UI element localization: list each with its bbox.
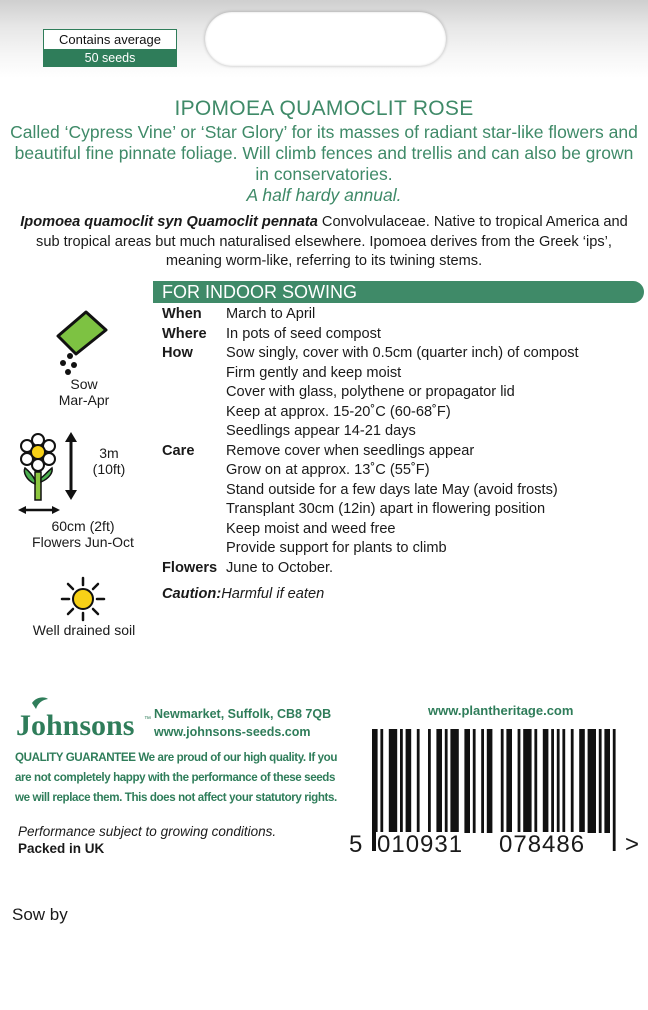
botanical-description xyxy=(10,213,638,272)
barcode-bar xyxy=(464,729,470,833)
caution-note xyxy=(162,586,324,602)
barcode-bar xyxy=(557,729,560,833)
instruction-row xyxy=(162,305,642,325)
product-title: IPOMOEA QUAMOCLIT ROSE xyxy=(174,97,474,120)
sow-label: Sow xyxy=(70,376,98,392)
barcode-bar xyxy=(481,729,484,833)
johnsons-website: www.johnsons-seeds.com xyxy=(154,725,311,739)
instruction-value: Stand outside for a few days late May (avoid frosts) xyxy=(226,481,558,498)
instruction-value: Seedlings appear 14-21 days xyxy=(226,423,416,439)
barcode-bar xyxy=(518,729,521,833)
instruction-key xyxy=(162,520,226,540)
packet-window xyxy=(205,12,446,66)
instruction-row xyxy=(162,559,642,579)
barcode-bar xyxy=(450,729,458,833)
instruction-value: Transplant 30cm (12in) apart in flowering position xyxy=(226,501,546,517)
instruction-value: June to October. xyxy=(226,559,334,576)
instruction-value: Keep at approx. 15-20˚C (60-68˚F) xyxy=(226,403,451,420)
caution-label: Caution: xyxy=(162,586,222,602)
barcode-bar xyxy=(389,729,397,833)
soil-requirement: Well drained soil xyxy=(32,622,136,638)
intro-text: Called ‘Cypress Vine’ or ‘Star Glory’ for its masses of radiant star-like flowers and beautiful fine pinnate foliage. Will climb fences and trellis and can also be grown in conservatories. xyxy=(10,122,638,184)
instruction-key: Care xyxy=(162,442,195,459)
instruction-value: March to April xyxy=(226,306,316,322)
plant-height xyxy=(86,445,132,477)
instruction-row xyxy=(162,539,642,559)
instruction-key xyxy=(162,461,226,481)
plant-heritage-website: www.plantheritage.com xyxy=(428,703,574,718)
instruction-row xyxy=(162,481,642,501)
instruction-value: Keep moist and weed free xyxy=(226,520,396,537)
instruction-value: Firm gently and keep moist xyxy=(226,364,402,381)
barcode-group-right: 078486 xyxy=(499,831,586,858)
packed-in: Packed in UK xyxy=(18,841,105,856)
instruction-key xyxy=(162,500,226,520)
instruction-key xyxy=(162,422,226,442)
indoor-sowing-heading: FOR INDOOR SOWING xyxy=(153,281,644,303)
barcode-bar xyxy=(436,729,442,833)
instruction-row xyxy=(162,325,642,345)
barcode-bar xyxy=(506,729,512,833)
instruction-key xyxy=(162,539,226,559)
svg-text:™: ™ xyxy=(144,716,151,723)
barcode-bar xyxy=(400,729,403,833)
instruction-value: In pots of seed compost xyxy=(226,325,381,342)
sow-months: Mar-Apr xyxy=(58,392,110,408)
sow-by-label: Sow by xyxy=(12,905,68,924)
company-address xyxy=(154,705,331,741)
barcode-bar xyxy=(599,729,602,833)
barcode-end-mark: > xyxy=(625,831,641,858)
instruction-key: How xyxy=(162,345,193,361)
barcode-bar xyxy=(501,729,504,833)
instruction-value: Grow on at approx. 13˚C (55˚F) xyxy=(226,462,430,478)
instruction-row xyxy=(162,344,642,364)
caution-text: Harmful if eaten xyxy=(221,586,325,602)
instruction-row xyxy=(162,520,642,540)
instruction-value: Sow singly, cover with 0.5cm (quarter inch) of compost xyxy=(226,345,579,361)
address-line: Newmarket, Suffolk, CB8 7QB xyxy=(154,707,332,721)
barcode-bar xyxy=(473,729,476,833)
brand-name: Johnsons xyxy=(16,709,135,742)
barcode-bar xyxy=(551,729,554,833)
latin-name: Ipomoea quamoclit syn Quamoclit pennata xyxy=(20,214,318,230)
seed-packet-icon xyxy=(50,308,112,378)
instruction-row xyxy=(162,383,642,403)
johnsons-logo xyxy=(14,697,154,745)
instruction-key xyxy=(162,364,226,384)
barcode-bar xyxy=(543,729,549,833)
barcode-first-digit: 5 xyxy=(349,831,364,858)
sun-icon xyxy=(60,576,106,622)
barcode-bar xyxy=(571,729,574,833)
barcode-bar xyxy=(613,729,616,851)
barcode-bar xyxy=(487,729,493,833)
height-imperial: (10ft) xyxy=(92,461,126,477)
botanical-text: Convolvulaceae. Native to tropical America and sub tropical areas but much naturalised elsewhere. Ipomoea derives from the Greek ‘ips’, meaning worm-like, referring to its twining stems. xyxy=(36,214,628,269)
intro-description xyxy=(10,122,638,206)
seed-count-value: 50 seeds xyxy=(44,49,176,67)
quality-guarantee: QUALITY GUARANTEE We are proud of our high quality. If you are not completely happy with the performance of these seeds we will replace them. This does not affect your statutory rights. xyxy=(15,751,338,804)
instruction-key xyxy=(162,481,226,501)
instruction-key: When xyxy=(162,306,202,322)
barcode-bar xyxy=(428,729,431,833)
instruction-value: Remove cover when seedlings appear xyxy=(226,442,475,459)
sowing-instructions xyxy=(162,305,642,578)
instruction-value: Provide support for plants to climb xyxy=(226,540,447,556)
instruction-row xyxy=(162,461,642,481)
instruction-key: Where xyxy=(162,325,207,342)
barcode-bar xyxy=(579,729,585,833)
performance-note: Performance subject to growing conditions. xyxy=(18,824,277,839)
flowering-months: Flowers Jun-Oct xyxy=(32,534,134,550)
barcode-bar xyxy=(523,729,531,833)
instruction-row xyxy=(162,500,642,520)
instruction-row xyxy=(162,364,642,384)
barcode-bar xyxy=(445,729,448,833)
instruction-row xyxy=(162,422,642,442)
instruction-key xyxy=(162,383,226,403)
seed-count-box xyxy=(43,29,177,67)
flower-height-icon xyxy=(18,432,88,518)
barcode-bar xyxy=(417,729,420,833)
barcode-bar xyxy=(534,729,537,833)
instruction-value: Cover with glass, polythene or propagator lid xyxy=(226,384,515,400)
barcode-bar xyxy=(604,729,610,833)
height-metric: 3m xyxy=(99,445,119,461)
barcode-bar xyxy=(562,729,565,833)
instruction-key: Flowers xyxy=(162,559,218,576)
sow-time xyxy=(44,376,124,408)
spread-value: 60cm (2ft) xyxy=(51,518,115,534)
plant-spread xyxy=(18,518,148,550)
barcode-bar xyxy=(588,729,596,833)
instruction-row xyxy=(162,403,642,423)
seed-count-label: Contains average xyxy=(59,32,161,47)
annual-note: A half hardy annual. xyxy=(246,185,402,205)
barcode-group-left: 010931 xyxy=(377,831,464,858)
barcode-bar xyxy=(406,729,412,833)
instruction-key xyxy=(162,403,226,423)
instruction-row xyxy=(162,442,642,462)
